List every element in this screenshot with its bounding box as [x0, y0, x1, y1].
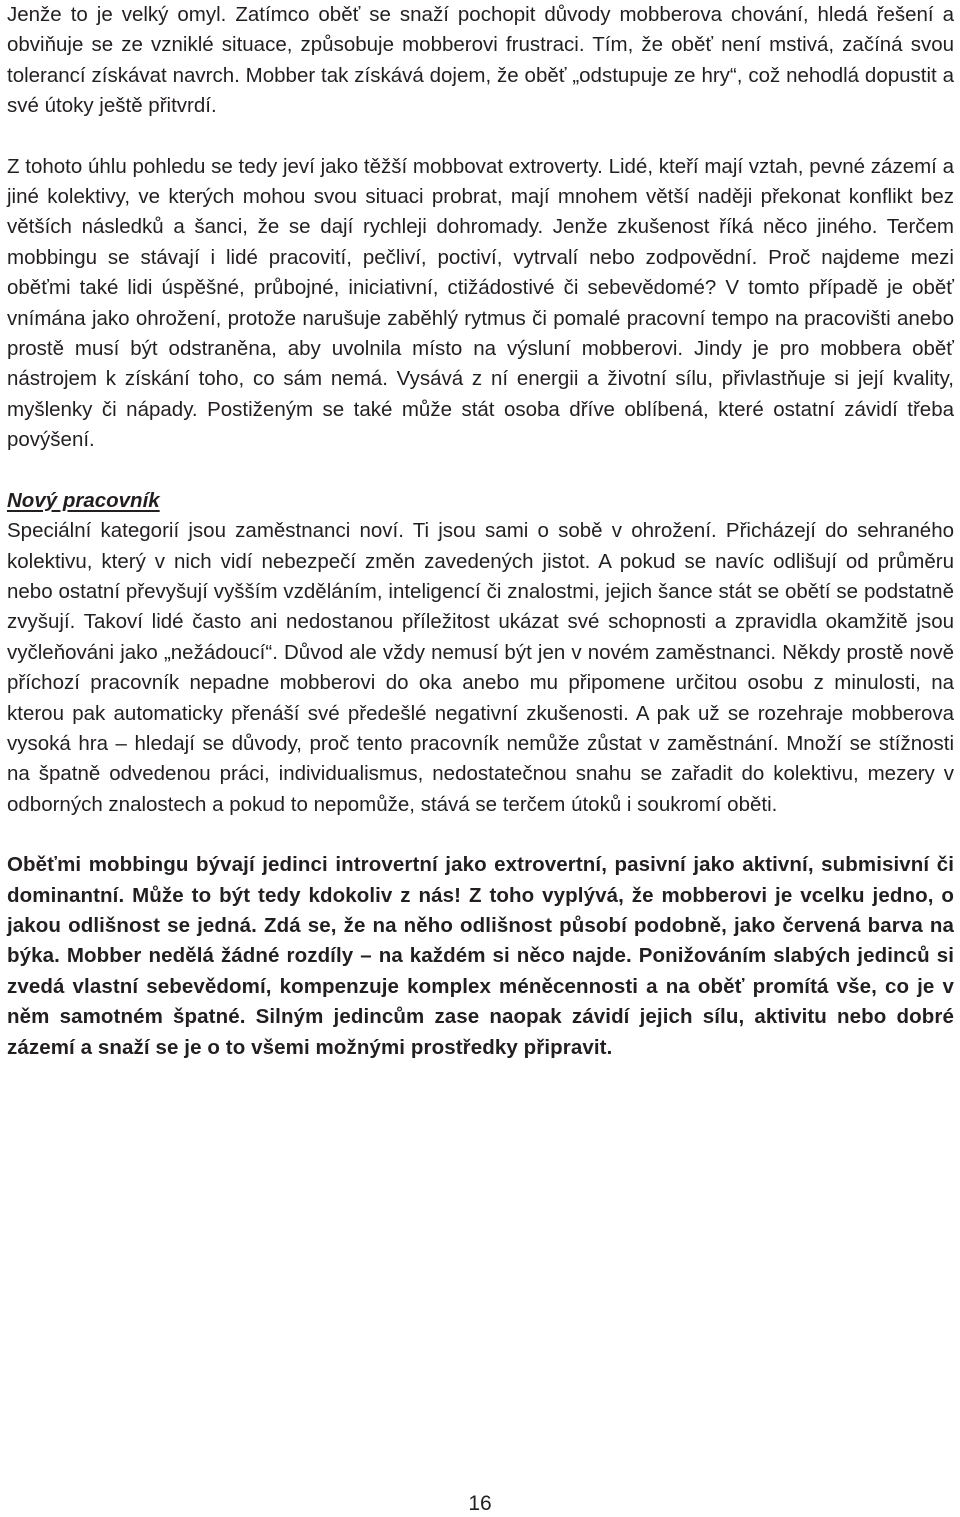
page-number: 16 [468, 1492, 492, 1515]
paragraph-new-employee: Speciální kategorií jsou zaměstnanci noví. Ti jsou sami o sobě v ohrožení. Přicházejí do sehraného kolektivu, který v nich vidí nebezpečí změn zavedených jistot. A pokud se navíc odlišují od průměru nebo ostatní převyšují vyšším vzděláním, inteligencí či znalostmi, jejich šance stát se obětí se podstatně zvyšují. Takoví lidé často ani nedostanou příležitost ukázat své schopnosti a zpravidla okamžitě jsou vyčleňováni jako „nežádoucí“. Důvod ale vždy nemusí být jen v novém zaměstnanci. Někdy prostě nově příchozí pracovník nepadne mobberovi do oka anebo mu připomene určitou osobu z minulosti, na kterou pak automaticky přenáší své předešlé negativní zkušenosti. A pak už se rozehraje mobberova vysoká hra – hledají se důvody, proč tento pracovník nemůže zůstat v zaměstnání. Množí se stížnosti na špatně odvedenou práci, individualismus, nedostatečnou snahu se zařadit do kolektivu, mezery v odborných znalostech a pokud to nepomůže, stává se terčem útoků i soukromí oběti. [7, 519, 954, 816]
document-page [7, 0, 954, 1063]
paragraph-bold-summary: Oběťmi mobbingu bývají jedinci introvertní jako extrovertní, pasivní jako aktivní, submisivní či dominantní. Může to být tedy kdokoliv z nás! Z toho vyplývá, že mobberovi je vcelku jedno, o jakou odlišnost se jedná. Zdá se, že na něho odlišnost působí podobně, jako červená barva na býka. Mobber nedělá žádné rozdíly – na každém si něco najde. Ponižováním slabých jedinců si zvedá vlastní sebevědomí, kompenzuje komplex méněcennosti a na oběť promítá vše, co je v něm samotném špatné. Silným jedincům zase naopak závidí jejich sílu, aktivitu nebo dobré zázemí a snaží se je o to všemi možnými prostředky připravit. [7, 853, 954, 1059]
paragraph-extroverts: Z tohoto úhlu pohledu se tedy jeví jako těžší mobbovat extroverty. Lidé, kteří mají vztah, pevné zázemí a jiné kolektivy, ve kterých mohou svou situaci probrat, mají mnohem větší naději překonat konflikt bez větších následků a šanci, že se dají rychleji dohromady. Jenže zkušenost říká něco jiného. Terčem mobbingu se stávají i lidé pracovití, pečliví, poctiví, vytrvalí nebo zodpovědní. Proč najdeme mezi oběťmi také lidi úspěšné, průbojné, iniciativní, ctižádostivé či sebevědomé? V tomto případě je oběť vnímána jako ohrožení, protože narušuje zaběhlý rytmus či pomalé pracovní tempo na pracovišti anebo prostě musí být odstraněna, aby uvolnila místo na výsluní mobberovi. Jindy je pro mobbera oběť nástrojem k získání toho, co sám nemá. Vysává z ní energii a životní sílu, přivlastňuje si její kvality, myšlenky či nápady. Postiženým se také může stát osoba dříve oblíbená, které ostatní závidí třeba povýšení. [7, 154, 954, 452]
section-heading-new-employee: Nový pracovník [7, 488, 160, 512]
paragraph-victim-tolerance: Jenže to je velký omyl. Zatímco oběť se snaží pochopit důvody mobberova chování, hledá řešení a obviňuje se ze vzniklé situace, způsobuje mobberovi frustraci. Tím, že oběť není mstivá, začíná svou tolerancí získávat navrch. Mobber tak získává dojem, že oběť „odstupuje ze hry“, což nehodlá dopustit a své útoky ještě přitvrdí. [7, 3, 954, 118]
